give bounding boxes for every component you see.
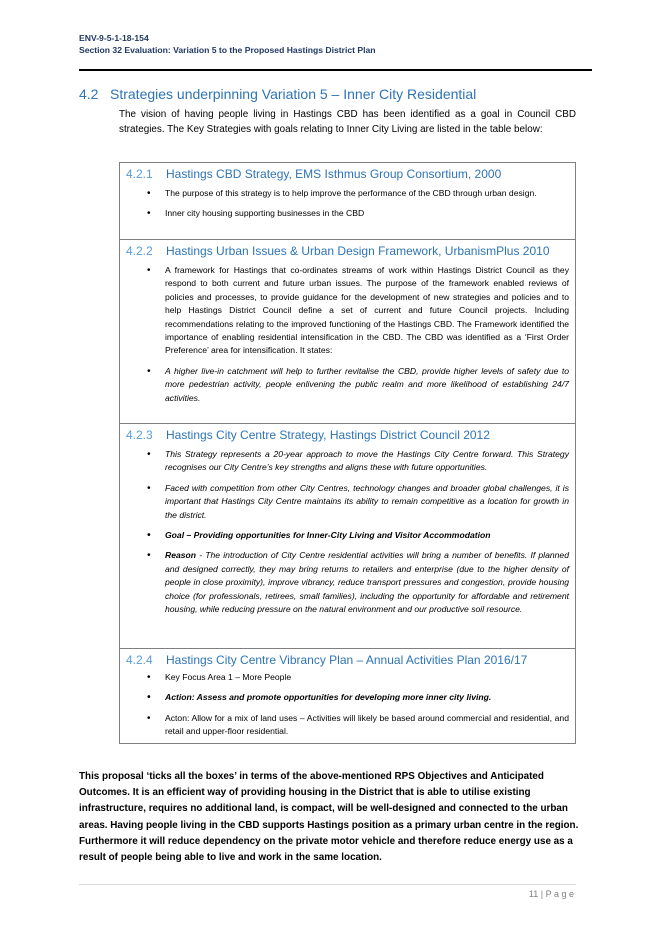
page-header <box>79 32 599 56</box>
bullet-list <box>120 671 575 739</box>
strategy-heading <box>126 428 490 442</box>
strategy-heading <box>126 244 550 258</box>
page-label: P a g e <box>545 889 574 899</box>
strategy-number: 4.2.1 <box>126 167 153 181</box>
bullet-item: • Faced with competition from other City Centres, technology changes and broader global challenges, it is important that Hastings City Centre maintains its ability to remain competitive as a location for growth in the district. <box>120 482 575 522</box>
document-title: Section 32 Evaluation: Variation 5 to the Proposed Hastings District Plan <box>79 45 376 55</box>
quote-bullet-item: • A higher live-in catchment will help to further revitalise the CBD, provide higher levels of safety due to more pedestrian activity, people enlivening the public realm and more likelihood of establishing 24/7 activities. <box>120 365 575 405</box>
section-title: Strategies underpinning Variation 5 – Inner City Residential <box>110 86 477 102</box>
footer-separator: | <box>540 889 544 899</box>
section-number: 4.2 <box>79 86 99 102</box>
reason-label: Reason <box>165 550 197 561</box>
strategy-number: 4.2.2 <box>126 244 153 258</box>
strategy-row-4-2-1 <box>120 163 575 239</box>
action-bullet-item: • Action: Assess and promote opportunities for developing more inner city living. <box>120 691 575 704</box>
reason-bullet-item <box>120 549 575 616</box>
bullet-item: • This Strategy represents a 20-year approach to move the Hastings City Centre forward. This Strategy recognises our City Centre’s key strengths and aligns these with future opportunities. <box>120 448 575 475</box>
bullet-item: • The purpose of this strategy is to help improve the performance of the CBD through urban design. <box>120 187 575 200</box>
document-id: ENV-9-5-1-18-154 <box>79 33 149 43</box>
strategy-row-4-2-4 <box>120 648 575 745</box>
bullet-list <box>120 264 575 405</box>
footer-divider <box>79 884 576 885</box>
reason-text: - The introduction of City Centre residential activities will bring a number of benefits. If planned and designed correctly, they may bring returns to retailers and enterprise (due to the higher density of people in close proximity), improve vibrancy, reduce transport pressures and congestion, provide housing choice (for professionals, retirees, small families), including the opportunity for affordable and retirement housing, while reducing pressure on the natural environment and our productive soil resource. <box>165 550 569 615</box>
header-divider <box>79 69 592 71</box>
strategy-row-4-2-3 <box>120 423 575 649</box>
bullet-item: • Key Focus Area 1 – More People <box>120 671 575 684</box>
strategy-number: 4.2.4 <box>126 653 153 667</box>
strategy-heading <box>126 167 501 181</box>
bullet-list <box>120 448 575 616</box>
page-footer <box>529 889 574 899</box>
strategy-number: 4.2.3 <box>126 428 153 442</box>
page-number: 11 <box>528 889 539 899</box>
strategy-title: Hastings Urban Issues & Urban Design Framework, UrbanismPlus 2010 <box>166 244 550 258</box>
bullet-list <box>120 187 575 221</box>
section-heading <box>79 86 476 102</box>
strategy-title: Hastings City Centre Strategy, Hastings District Council 2012 <box>166 428 490 442</box>
strategy-row-4-2-2 <box>120 239 575 424</box>
goal-bullet-item: • Goal – Providing opportunities for Inner-City Living and Visitor Accommodation <box>120 529 575 542</box>
bullet-item: • Acton: Allow for a mix of land uses – Activities will likely be based around commercial and residential, and retail and upper-floor residential. <box>120 712 575 739</box>
bullet-item: • A framework for Hastings that co-ordinates streams of work within Hastings District Council as they respond to both current and future urban issues. The purpose of the framework enabled reviews of policies and processes, to provide guidance for the development of new strategies and policies and to help Hastings District Council define a set of current and future Council projects. Including recommendations relating to the improved functioning of the Hastings CBD. The Framework identified the importance of enabling residential intensification in the CBD. The CBD was identified as a ‘First Order Preference’ area for intensification. It states: <box>120 264 575 358</box>
section-intro: The vision of having people living in Hastings CBD has been identified as a goal in Council CBD strategies. The Key Strategies with goals relating to Inner City Living are listed in the table below: <box>119 109 576 136</box>
strategy-title: Hastings CBD Strategy, EMS Isthmus Group Consortium, 2000 <box>166 167 502 181</box>
conclusion-paragraph: This proposal ‘ticks all the boxes’ in terms of the above-mentioned RPS Objectives and Anticipated Outcomes. It is an efficient way of providing housing in the District that is able to utilise existing infrastructure, requires no additional land, is compact, will be well-designed and connected to the urban areas. Having people living in the CBD supports Hastings position as a primary urban centre in the region. Furthermore it will reduce dependency on the private motor vehicle and therefore reduce energy use as a result of people being able to live and work in the same location. <box>79 771 579 864</box>
bullet-item: • Inner city housing supporting businesses in the CBD <box>120 207 575 220</box>
strategy-title: Hastings City Centre Vibrancy Plan – Annual Activities Plan 2016/17 <box>166 653 528 667</box>
strategy-heading <box>126 653 527 667</box>
strategies-table <box>119 162 576 744</box>
